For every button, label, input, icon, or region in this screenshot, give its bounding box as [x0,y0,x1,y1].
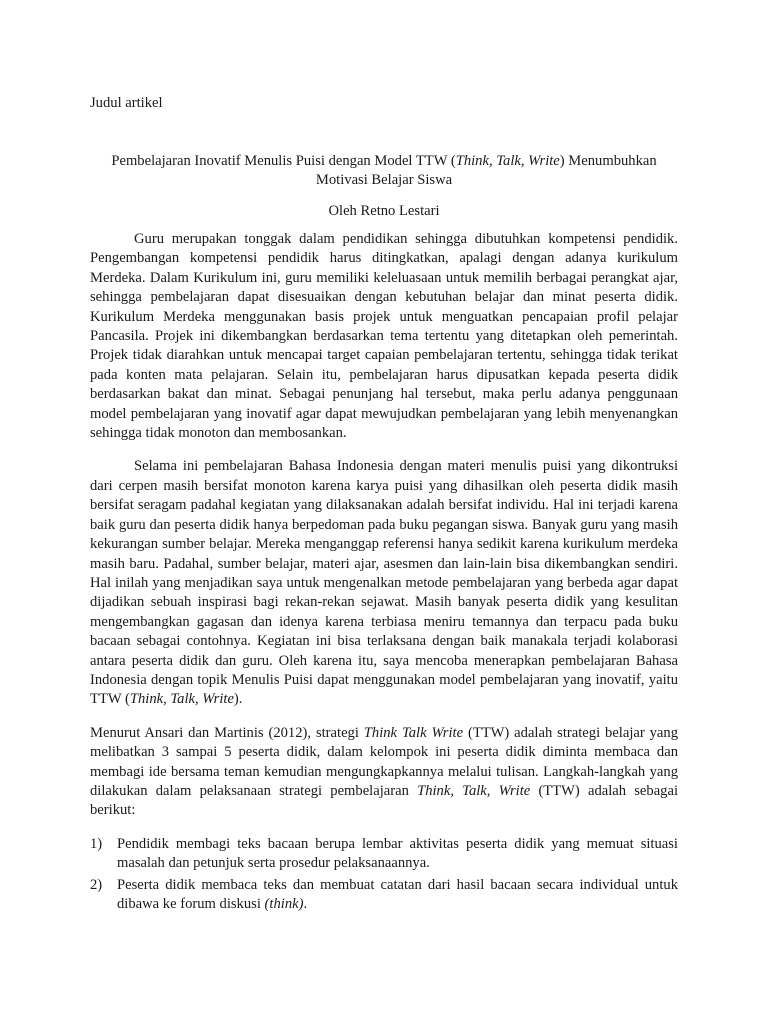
article-label: Judul artikel [90,95,163,111]
paragraph-2-italic: Think, Talk, Write [129,691,234,708]
list-item-text: Pendidik membagi teks bacaan berupa lembar aktivitas peserta didik yang memuat situasi masalah dan petunjuk serta prosedur pelaksanaannya. [117,835,678,872]
article-body [90,230,678,916]
paragraph-2-text: Selama ini pembelajaran Bahasa Indonesia dengan materi menulis puisi yang dikontruksi dari cerpen masih bersifat monoton karena karya puisi yang dihasilkan oleh peserta didik masih bersifat seragam padahal kegiatan yang dilaksanakan adalah bersifat individu. Hal ini terjadi karena baik guru dan peserta didik hanya berpedoman pada buku pegangan siswa. Banyak guru yang masih kekurangan sumber belajar. Mereka menganggap referensi hanya sedikit karena kurikulum merdeka masih baru. Padahal, sumber belajar, materi ajar, asesmen dan lain-lain bisa dikembangkan sendiri. Hal inilah yang menjadikan saya untuk mengenalkan metode pembelajaran yang berbeda agar dapat dijadikan sebuah inspirasi bagi rekan-rekan sejawat. Masih banyak peserta didik yang kesulitan mengembangkan gagasan dan idenya karena terbiasa meniru temannya dan terpacu pada buku bacaan sebagai contohnya. Kegiatan ini bisa terlaksana dengan baik manakala terjadi kolaborasi antara peserta didik dan guru. Oleh karena itu, saya mencoba menerapkan pembelajaran Bahasa Indonesia dengan topik Menulis Puisi dapat menggunakan model pembelajaran yang inovatif, yaitu TTW ( [90,458,678,708]
paragraph-2 [90,457,678,709]
list-item [90,876,678,915]
article-author: Oleh Retno Lestari [328,203,440,219]
list-item [90,835,678,874]
list-item-number: 2) [90,876,103,893]
list-item-number: 1) [90,835,103,852]
steps-list [90,835,678,915]
paragraph-1: Guru merupakan tonggak dalam pendidikan sehingga dibutuhkan kompetensi pendidik. Pengembangan kompetensi pendidik harus ditingkatkan, apalagi dengan adanya kurikulum Merdeka. Dalam Kurikulum ini, guru memiliki keleluasaan untuk memilih berbagai perangkat ajar, sehingga pembelajaran dapat disesuaikan dengan kebutuhan belajar dan minat peserta didik. Kurikulum Merdeka menggunakan basis projek untuk menguatkan pencapaian profil pelajar Pancasila. Projek ini dikembangkan berdasarkan tema tertentu yang ditetapkan oleh pemerintah. Projek tidak diarahkan untuk mencapai target capaian pembelajaran tertentu, sehingga tidak terikat pada konten mata pelajaran. Selain itu, pembelajaran harus dipusatkan kepada peserta didik berdasarkan bakat dan minat. Sebagai penunjang hal tersebut, maka perlu adanya penggunaan model pembelajaran yang inovatif agar dapat mewujudkan pembelajaran yang lebih menyenangkan sehingga tidak monoton dan membosankan. [90,231,678,442]
title-italic: Think, Talk, Write [455,153,560,169]
paragraph-3-text-3: (TTW) adalah sebagai berikut: [90,782,679,819]
list-item-end: . [303,896,308,912]
paragraph-3-text-1: Menurut Ansari dan Martinis (2012), strategi [90,724,364,741]
paragraph-3-italic-2: Think, Talk, Write [417,782,531,799]
paragraph-2-end: ). [233,691,243,708]
list-item-italic: (think) [264,896,304,912]
title-text-end: ) Menumbuhkan Motivasi Belajar Siswa [315,153,657,188]
article-title [90,152,678,190]
paragraph-3-italic-1: Think Talk Write [363,724,464,741]
title-text: Pembelajaran Inovatif Menulis Puisi dengan Model TTW ( [111,153,456,169]
paragraph-3 [90,724,678,821]
list-item-text: Peserta didik membaca teks dan membuat catatan dari hasil bacaan secara individual untuk dibawa ke forum diskusi [117,876,678,912]
paragraph-3-text-2: (TTW) adalah strategi belajar yang melibatkan 3 sampai 5 peserta didik, dalam kelompok ini peserta didik diminta membaca dan membagi ide bersama teman kemudian mengungkapkannya melalui tulisan. Langkah-langkah yang dilakukan dalam pelaksanaan strategi pembelajaran [90,724,678,799]
